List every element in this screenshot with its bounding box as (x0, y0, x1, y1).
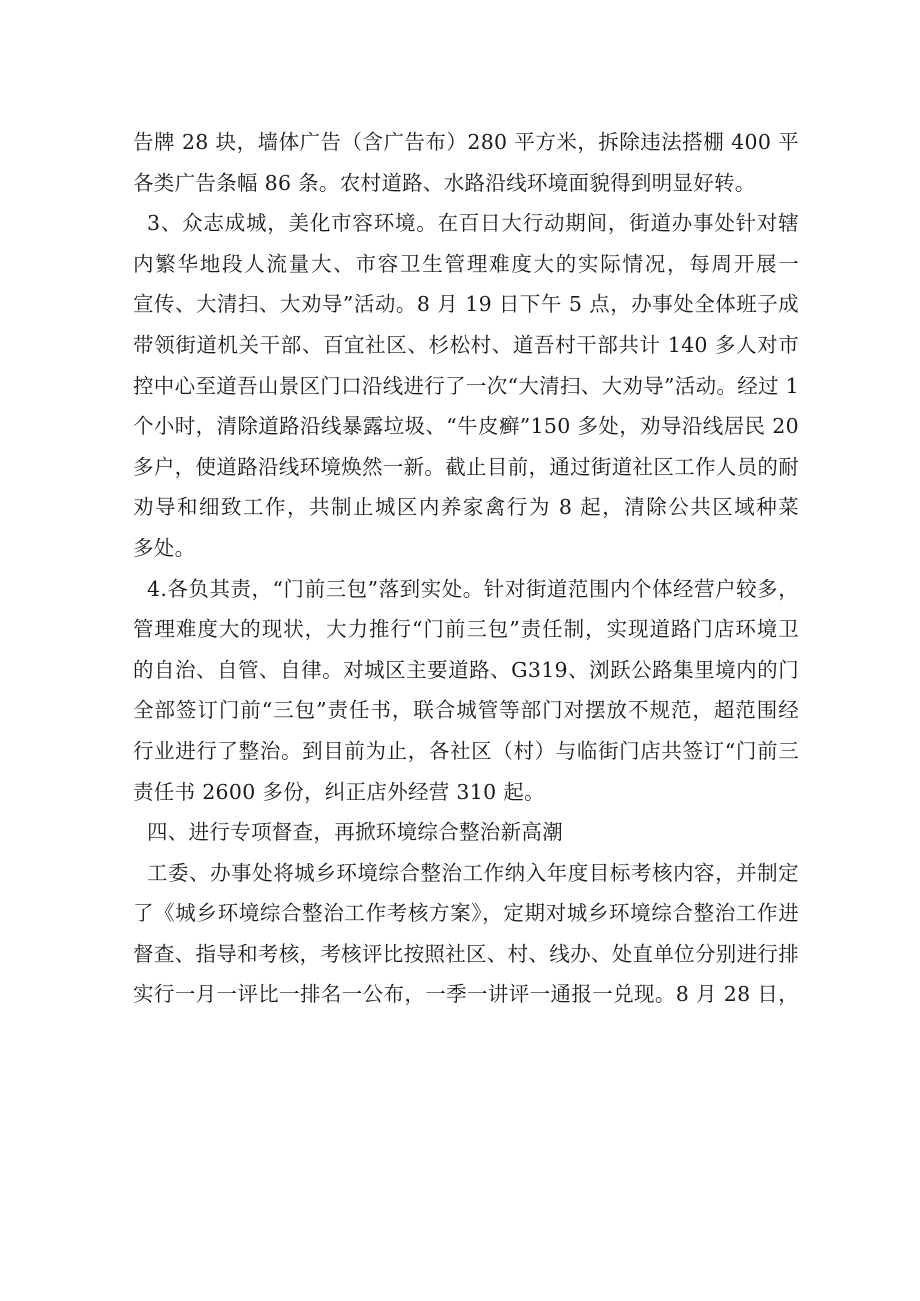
text-line: 工委、办事处将城乡环境综合整治工作纳入年度目标考核内容，并制定 (147, 860, 799, 885)
text-line: 的自治、自管、自律。对城区主要道路、G319、浏跃公路集里境内的门 (133, 657, 799, 682)
document-body (133, 122, 799, 1015)
text-line: 了《城乡环境综合整治工作考核方案》，定期对城乡环境综合整治工作进 (133, 901, 799, 926)
text-line: 全部签订门前“三包”责任书，联合城管等部门对摆放不规范，超范围经 (133, 698, 799, 723)
text-line: 各类广告条幅 86 条。农村道路、水路沿线环境面貌得到明显好转。 (133, 170, 756, 195)
text-line: 4.各负其责，“门前三包”落到实处。针对街道范围内个体经营户较多， (147, 576, 799, 601)
text-line: 3、众志成城，美化市容环境。在百日大行动期间，街道办事处针对辖 (147, 211, 799, 236)
text-line: 多处。 (133, 535, 196, 560)
text-line: 行业进行了整治。到目前为止，各社区（村）与临街门店共签订“门前三 (133, 738, 799, 763)
text-line: 四、进行专项督查，再掀环境综合整治新高潮 (147, 820, 563, 845)
text-line: 控中心至道吾山景区门口沿线进行了一次“大清扫、大劝导”活动。经过 1 (133, 373, 799, 398)
text-line: 管理难度大的现状，大力推行“门前三包”责任制，实现道路门店环境卫 (133, 617, 799, 642)
text-line: 责任书 2600 多份，纠正店外经营 310 起。 (133, 779, 545, 804)
text-line: 内繁华地段人流量大、市容卫生管理难度大的实际情况，每周开展一 (133, 251, 799, 276)
text-line: 多户，使道路沿线环境焕然一新。截止目前，通过街道社区工作人员的耐 (133, 454, 799, 479)
text-line: 劝导和细致工作，共制止城区内养家禽行为 8 起，清除公共区域种菜 (133, 495, 799, 520)
text-line: 督查、指导和考核，考核评比按照社区、村、线办、处直单位分别进行排 (133, 941, 799, 966)
text-line: 个小时，清除道路沿线暴露垃圾、“牛皮癣”150 多处，劝导沿线居民 20 (133, 414, 799, 439)
text-line: 告牌 28 块，墙体广告（含广告布）280 平方米，拆除违法搭棚 400 平 (133, 130, 799, 154)
text-line: 实行一月一评比一排名一公布，一季一讲评一通报一兑现。8 月 28 日， (133, 982, 799, 1007)
text-line: 带领街道机关干部、百宜社区、杉松村、道吾村干部共计 140 多人对市 (133, 332, 799, 357)
text-line: 宣传、大清扫、大劝导”活动。8 月 19 日下午 5 点，办事处全体班子成 (133, 292, 799, 317)
